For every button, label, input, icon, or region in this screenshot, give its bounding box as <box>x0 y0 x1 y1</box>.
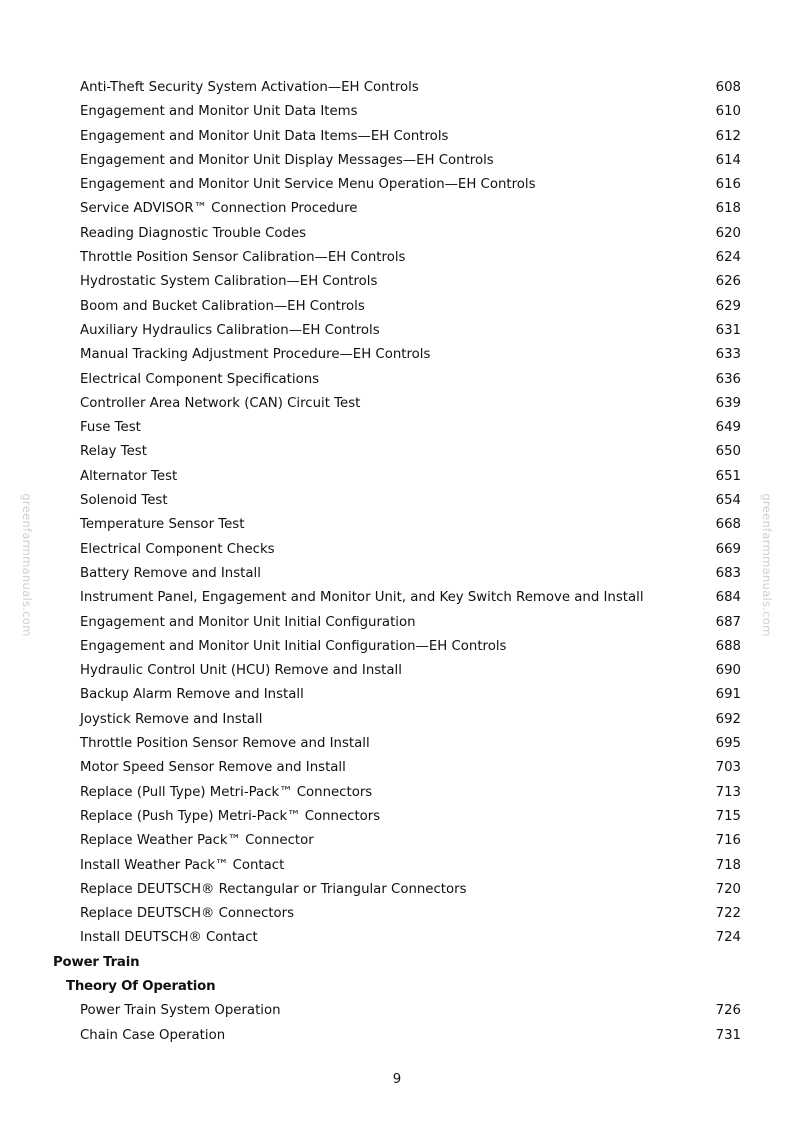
toc-entry[interactable] <box>0 222 794 246</box>
toc-entry-title: Alternator Test <box>80 468 178 484</box>
toc-entry-title: Electrical Component Specifications <box>80 371 320 387</box>
toc-entry-title: Boom and Bucket Calibration—EH Controls <box>80 298 365 314</box>
toc-entry-page: 618 <box>715 201 741 217</box>
toc-entry-page: 684 <box>715 590 741 606</box>
toc-entry-title: Solenoid Test <box>80 493 168 509</box>
page-number: 9 <box>392 1072 402 1087</box>
toc-entry[interactable] <box>0 416 794 440</box>
toc-entry-title: Throttle Position Sensor Remove and Install <box>80 736 370 752</box>
toc-entry-title: Replace (Pull Type) Metri-Pack™ Connectors <box>80 784 373 800</box>
toc-entry[interactable] <box>0 635 794 659</box>
toc-entry-title: Replace (Push Type) Metri-Pack™ Connectors <box>80 808 381 824</box>
toc-entry-title: Anti-Theft Security System Activation—EH Controls <box>80 80 419 95</box>
toc-entry[interactable] <box>0 270 794 294</box>
toc-entry-title: Install Weather Pack™ Contact <box>80 857 285 873</box>
watermark-right: greenfarmmanuals.com <box>760 493 774 637</box>
toc-entry-title: Instrument Panel, Engagement and Monitor Unit, and Key Switch Remove and Install <box>80 590 644 606</box>
toc-entry-page: 668 <box>715 517 741 533</box>
toc-entry-page: 726 <box>715 1003 741 1019</box>
toc-entry-page: 616 <box>715 177 741 193</box>
toc-entry-title: Replace DEUTSCH® Connectors <box>80 906 295 922</box>
toc-entry[interactable] <box>0 197 794 221</box>
toc-entry-page: 626 <box>715 274 741 290</box>
section-heading-row <box>0 951 794 975</box>
toc-entry-title: Chain Case Operation <box>80 1027 226 1043</box>
toc-entry-page: 720 <box>715 881 741 897</box>
toc-entry-title: Hydraulic Control Unit (HCU) Remove and Install <box>80 663 402 679</box>
toc-entry[interactable] <box>0 926 794 950</box>
toc-entry-page: 687 <box>715 614 741 630</box>
toc-entry-title: Joystick Remove and Install <box>80 711 263 727</box>
toc-entry-page: 649 <box>715 420 741 436</box>
toc-entry-page: 731 <box>715 1027 741 1043</box>
toc-entry[interactable] <box>0 854 794 878</box>
toc-entry-page: 608 <box>715 80 741 95</box>
toc-entry[interactable] <box>0 392 794 416</box>
toc-entry-page: 620 <box>715 225 741 241</box>
toc-entry-page: 692 <box>715 711 741 727</box>
toc-entry-page: 651 <box>715 468 741 484</box>
toc-entry-title: Relay Test <box>80 444 147 460</box>
toc-entry-title: Hydrostatic System Calibration—EH Controls <box>80 274 378 290</box>
toc-entry-page: 654 <box>715 493 741 509</box>
section-heading: Power Train <box>53 954 140 970</box>
toc-entry[interactable] <box>0 489 794 513</box>
toc-entry[interactable] <box>0 805 794 829</box>
toc-entry-page: 716 <box>715 833 741 849</box>
toc-entry-title: Battery Remove and Install <box>80 565 261 581</box>
toc-entry[interactable] <box>0 246 794 270</box>
toc-entry-title: Replace DEUTSCH® Rectangular or Triangular Connectors <box>80 881 467 897</box>
toc-entry-page: 624 <box>715 250 741 266</box>
toc-entry-page: 724 <box>715 930 741 946</box>
toc-entry[interactable] <box>0 829 794 853</box>
watermark-left: greenfarmmanuals.com <box>20 493 34 637</box>
toc-entry-page: 650 <box>715 444 741 460</box>
toc-entry-page: 633 <box>715 347 741 363</box>
toc-entry-title: Install DEUTSCH® Contact <box>80 930 258 946</box>
toc-entry[interactable] <box>0 513 794 537</box>
toc-entry-title: Engagement and Monitor Unit Initial Configuration <box>80 614 416 630</box>
toc-entry-page: 631 <box>715 322 741 338</box>
toc-entry-page: 610 <box>715 104 741 120</box>
toc-entry[interactable] <box>0 100 794 124</box>
toc-entry[interactable] <box>0 781 794 805</box>
toc-entry[interactable] <box>0 440 794 464</box>
toc-entry-page: 612 <box>715 128 741 144</box>
toc-entry[interactable] <box>0 465 794 489</box>
toc-entry[interactable] <box>0 295 794 319</box>
toc-entry[interactable] <box>0 999 794 1023</box>
toc-entry-title: Service ADVISOR™ Connection Procedure <box>80 201 358 217</box>
toc-entry-page: 715 <box>715 808 741 824</box>
toc-entry-title: Fuse Test <box>80 420 141 436</box>
toc-entry-title: Engagement and Monitor Unit Data Items—EH Controls <box>80 128 449 144</box>
toc-entry-title: Controller Area Network (CAN) Circuit Test <box>80 395 361 411</box>
toc-entry-page: 688 <box>715 638 741 654</box>
toc-entry-title: Reading Diagnostic Trouble Codes <box>80 225 307 241</box>
toc-entry-page: 683 <box>715 565 741 581</box>
toc-entry-title: Temperature Sensor Test <box>80 517 245 533</box>
toc-entry-title: Engagement and Monitor Unit Data Items <box>80 104 358 120</box>
toc-entry[interactable] <box>0 125 794 149</box>
toc-entry-page: 690 <box>715 663 741 679</box>
toc-entry-page: 695 <box>715 736 741 752</box>
toc-entry[interactable] <box>0 562 794 586</box>
table-of-contents <box>0 76 794 1048</box>
toc-entry-title: Auxiliary Hydraulics Calibration—EH Controls <box>80 322 380 338</box>
toc-entry[interactable] <box>0 732 794 756</box>
toc-entry[interactable] <box>0 611 794 635</box>
toc-entry[interactable] <box>0 659 794 683</box>
toc-entry[interactable] <box>0 76 794 100</box>
toc-entry-page: 703 <box>715 760 741 776</box>
toc-entry-page: 713 <box>715 784 741 800</box>
toc-entry[interactable] <box>0 708 794 732</box>
toc-entry-title: Engagement and Monitor Unit Service Menu Operation—EH Controls <box>80 177 536 193</box>
toc-entry-page: 629 <box>715 298 741 314</box>
toc-entry-page: 718 <box>715 857 741 873</box>
subsection-heading-row <box>0 975 794 999</box>
toc-entry-title: Engagement and Monitor Unit Initial Configuration—EH Controls <box>80 638 507 654</box>
toc-entry-title: Motor Speed Sensor Remove and Install <box>80 760 346 776</box>
toc-entry[interactable] <box>0 343 794 367</box>
toc-entry[interactable] <box>0 683 794 707</box>
toc-entry[interactable] <box>0 538 794 562</box>
toc-entry[interactable] <box>0 149 794 173</box>
toc-entry-title: Power Train System Operation <box>80 1003 281 1019</box>
toc-entry-title: Electrical Component Checks <box>80 541 275 557</box>
toc-entry-title: Throttle Position Sensor Calibration—EH Controls <box>80 250 406 266</box>
toc-entry[interactable] <box>0 319 794 343</box>
toc-entry[interactable] <box>0 878 794 902</box>
toc-entry-page: 614 <box>715 152 741 168</box>
toc-entry[interactable] <box>0 586 794 610</box>
toc-entry[interactable] <box>0 173 794 197</box>
toc-entry-title: Backup Alarm Remove and Install <box>80 687 304 703</box>
toc-entry-title: Manual Tracking Adjustment Procedure—EH Controls <box>80 347 431 363</box>
toc-entry[interactable] <box>0 902 794 926</box>
toc-entry[interactable] <box>0 368 794 392</box>
toc-entry-page: 669 <box>715 541 741 557</box>
toc-entry[interactable] <box>0 756 794 780</box>
toc-entry-title: Engagement and Monitor Unit Display Messages—EH Controls <box>80 152 494 168</box>
toc-entry-title: Replace Weather Pack™ Connector <box>80 833 314 849</box>
toc-entry-page: 636 <box>715 371 741 387</box>
toc-entry-page: 639 <box>715 395 741 411</box>
toc-entry-page: 691 <box>715 687 741 703</box>
toc-entry-page: 722 <box>715 906 741 922</box>
subsection-heading: Theory Of Operation <box>66 978 216 994</box>
toc-entry[interactable] <box>0 1024 794 1048</box>
